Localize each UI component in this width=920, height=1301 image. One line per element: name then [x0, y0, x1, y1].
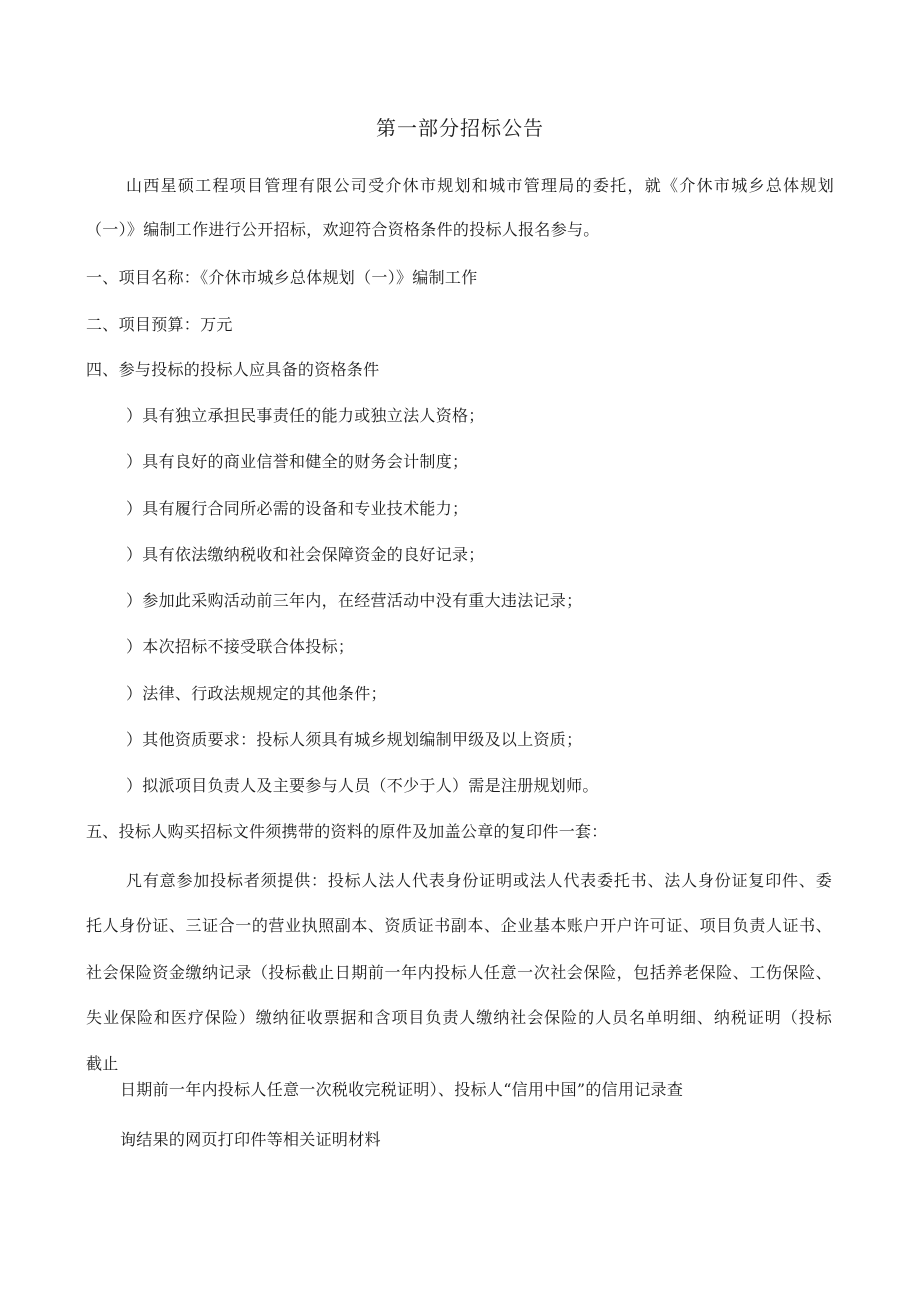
- qualification-item: ）具有履行合同所必需的设备和专业技术能力；: [126, 499, 469, 518]
- documents-heading: 五、投标人购买招标文件须携带的资料的原件及加盖公章的复印件一套：: [86, 822, 608, 841]
- documents-para-line: 托人身份证、三证合一的营业执照副本、资质证书副本、企业基本账户开户许可证、项目负责人证书、: [86, 916, 832, 935]
- documents-tail-line: 日期前一年内投标人任意一次税收完税证明）、投标人“信用中国”的信用记录查: [120, 1080, 684, 1099]
- qualification-item: ）其他资质要求：投标人须具有城乡规划编制甲级及以上资质；: [126, 730, 583, 749]
- documents-para-line: 凡有意参加投标者须提供：投标人法人代表身份证明或法人代表委托书、法人身份证复印件、委: [126, 871, 832, 890]
- qualification-item: ）具有良好的商业信誉和健全的财务会计制度；: [126, 452, 469, 471]
- document-title: 第一部分招标公告: [376, 116, 544, 140]
- documents-para-line: 社会保险资金缴纳记录（投标截止日期前一年内投标人任意一次社会保险，包括养老保险、工伤保险、: [86, 963, 832, 982]
- qualification-item: ）本次招标不接受联合体投标；: [126, 637, 355, 656]
- documents-para-line: 失业保险和医疗保险）缴纳征收票据和含项目负责人缴纳社会保险的人员名单明细、纳税证明（投标: [86, 1008, 832, 1027]
- documents-tail-line: 询结果的网页打印件等相关证明材料: [120, 1130, 381, 1149]
- qualification-item: ）法律、行政法规规定的其他条件；: [126, 684, 387, 703]
- documents-para-line: 截止: [86, 1054, 119, 1073]
- qualification-item: ）拟派项目负责人及主要参与人员（不少于人）需是注册规划师。: [126, 776, 599, 795]
- project-name-line: 一、项目名称：《介休市城乡总体规划（一）》编制工作: [86, 268, 478, 287]
- qualification-item: ）具有依法缴纳税收和社会保障资金的良好记录；: [126, 545, 485, 564]
- intro-line-1: 山西星硕工程项目管理有限公司受介休市规划和城市管理局的委托，就《介休市城乡总体规划: [126, 176, 834, 195]
- qualification-item: ）参加此采购活动前三年内，在经营活动中没有重大违法记录；: [126, 591, 583, 610]
- intro-line-2: （一）》编制工作进行公开招标，欢迎符合资格条件的投标人报名参与。: [86, 220, 600, 239]
- budget-line: 二、项目预算：万元: [86, 315, 233, 334]
- qualification-item: ）具有独立承担民事责任的能力或独立法人资格；: [126, 406, 485, 425]
- qualifications-heading: 四、参与投标的投标人应具备的资格条件: [86, 360, 380, 379]
